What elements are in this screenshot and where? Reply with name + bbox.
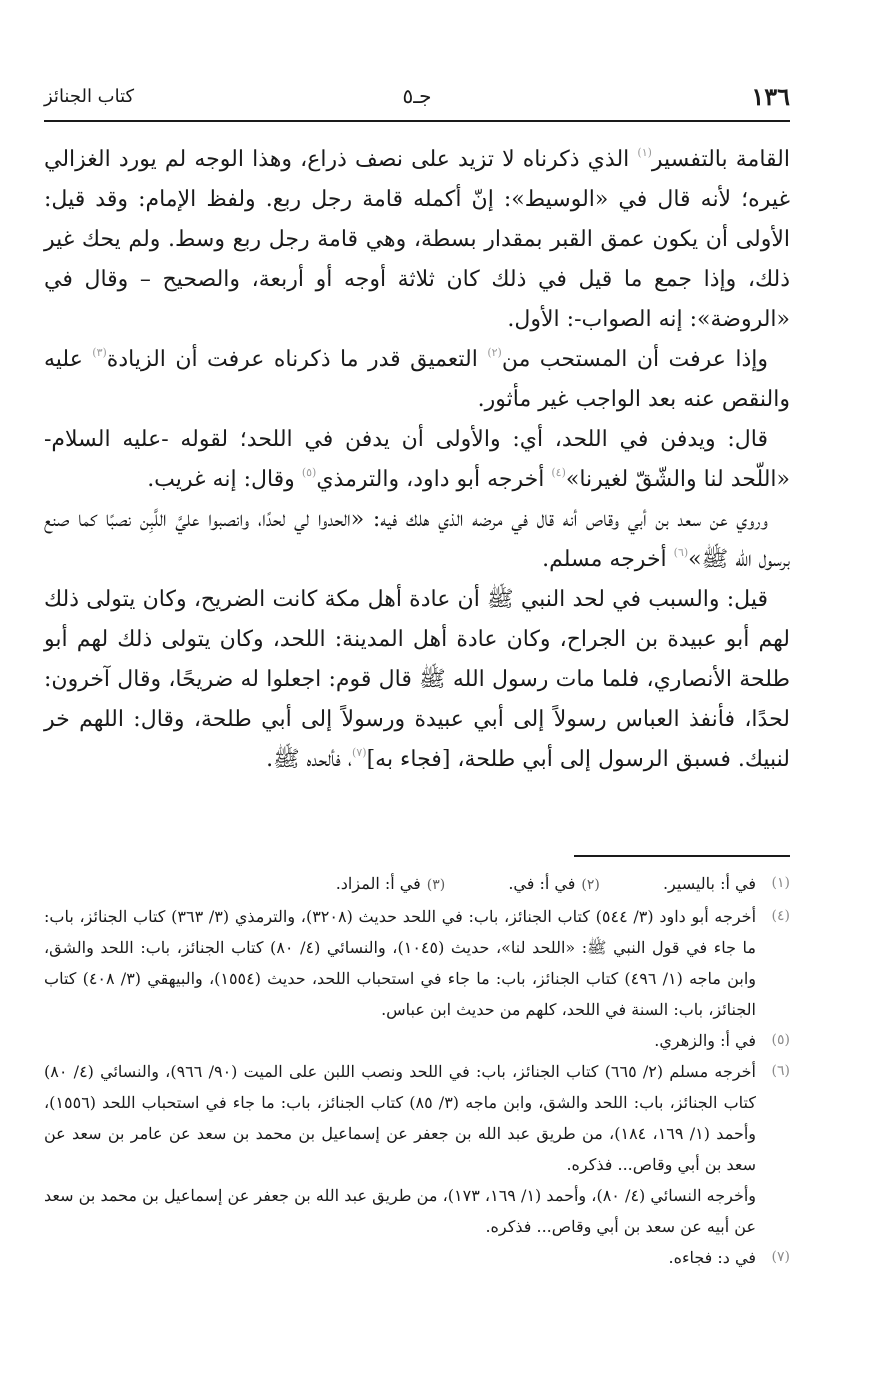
book-title: كتاب الجنائز — [44, 86, 135, 107]
footnote-text: وأخرجه النسائي (٤/ ٨٠)، وأحمد (١/ ١٦٩، ١٧٣)، من طريق عبد الله بن جعفر عن إسماعيل بن محمد بن سعد عن أبيه عن سعد بن أبي وقاص... فذكره. — [44, 1186, 757, 1236]
footnote-number: (٦) — [771, 1063, 790, 1079]
footnote-number: (٧) — [771, 1249, 790, 1265]
footnotes — [44, 868, 790, 1273]
footnote-ref-7[interactable]: (٧) — [352, 746, 367, 759]
footnote-text: أخرجه مسلم (٢/ ٦٦٥) كتاب الجنائز، باب: في اللحد ونصب اللبن على الميت (٩٠/ ٩٦٦)، والنسائي (٤/ ٨٠) كتاب الجنائز، باب: اللحد والشق، وابن ماجه (٣/ ٨٥) كتاب الجنائز، باب: ما جاء في استحباب اللحد (١٥٥٦)، وأحمد (١/ ١٦٩، ١٨٤)، من طريق عبد الله بن جعفر عن إسماعيل بن محمد بن سعد عن عامر بن سعد عن سعد بن أبي وقاص... فذكره. — [44, 1062, 757, 1174]
text-run: وروي عن سعد بن أبي وقاص أنه قال في مرضه الذي هلك فيه: «الحدوا لي لحدًا، وانصبوا عليَّ اللَّبِن نصبًا كما صنع برسول الله ﷺ» — [44, 507, 790, 572]
footnote-text: في د: فجاءه. — [668, 1248, 756, 1267]
footnote-number: (٤) — [771, 908, 790, 924]
volume-label: جـ٥ — [402, 84, 432, 108]
footnote-2 — [508, 868, 600, 901]
paragraph-4 — [44, 500, 790, 580]
text-run: أخرجه أبو داود، والترمذي — [316, 467, 552, 492]
running-header — [44, 82, 790, 118]
footnote-ref-1[interactable]: (١) — [637, 146, 652, 159]
footnote-1 — [663, 868, 756, 899]
text-run: أخرجه مسلم. — [542, 547, 674, 572]
footnote-ref-3[interactable]: (٣) — [92, 346, 107, 359]
footnote-number: (٢) — [581, 877, 600, 893]
footnote-number: (٥) — [771, 1032, 790, 1048]
text-run: قيل: والسبب في لحد النبي ﷺ أن عادة أهل مكة كانت الضريح، وكان يتولى ذلك لهم أبو عبيدة بن الجراح، وكان عادة أهل المدينة: اللحد، وكان يتولى ذلك لهم أبو طلحة الأنصاري، فلما مات رسول الله ﷺ قال قوم: اجعلوا له ضريحًا، وقال آخرون: لحدًا، فأنفذ العباس رسولاً إلى أبي عبيدة ورسولاً إلى أبي طلحة، وقال: اللهم خر لنبيك. فسبق الرسول إلى أبي طلحة، [فجاء به] — [44, 587, 790, 772]
paragraph-1 — [44, 140, 790, 340]
footnote-number: (١) — [771, 875, 790, 891]
paragraph-5 — [44, 580, 790, 780]
footnote-ref-2[interactable]: (٢) — [487, 346, 502, 359]
footnote-number: (٣) — [426, 877, 446, 893]
text-run: ، فألحده ﷺ. — [266, 747, 353, 772]
text-run: عليه والنقص عنه بعد الواجب غير مأثور. — [44, 347, 790, 412]
main-text — [44, 140, 790, 780]
text-run: القامة بالتفسير — [651, 147, 790, 172]
footnote-7 — [44, 1242, 790, 1273]
footnote-ref-4[interactable]: (٤) — [551, 466, 566, 479]
text-run: قال: ويدفن في اللحد، أي: والأولى أن يدفن في اللحد؛ لقوله -عليه السلام- «اللّحد لنا والشّقّ لغيرنا» — [44, 427, 790, 492]
text-run: الذي ذكرناه لا تزيد على نصف ذراع، وهذا الوجه لم يورد الغزالي غيره؛ لأنه قال في «الوسيط»: إنّ أكمله قامة رجل ربع. ولفظ الإمام: وقد قيل: الأولى أن يكون عمق القبر بمقدار بسطة، وهي قامة رجل ربع وسط. ولم يحك غير ذلك، وإذا جمع ما قيل في ذلك كان ثلاثة أوجه أو أربعة، والصحيح – وقال في «الروضة»: إنه الصواب-: الأول. — [44, 147, 790, 332]
footnote-text: في أ: باليسير. — [662, 874, 756, 893]
footnote-6 — [44, 1056, 790, 1242]
footnote-text: في أ: والزهري. — [654, 1031, 756, 1050]
paragraph-2 — [44, 340, 790, 420]
footnote-5 — [44, 1025, 790, 1056]
footnote-line-1-3 — [44, 868, 790, 901]
paragraph-3 — [44, 420, 790, 500]
text-run: وإذا عرفت أن المستحب من — [501, 347, 768, 372]
footnote-text: في أ: المزاد. — [335, 874, 421, 893]
header-divider — [44, 120, 790, 122]
footnote-divider — [574, 855, 790, 857]
footnote-text: أخرجه أبو داود (٣/ ٥٤٤) كتاب الجنائز، باب: في اللحد حديث (٣٢٠٨)، والترمذي (٣/ ٣٦٣) كتاب الجنائز، باب: ما جاء في قول النبي ﷺ: «اللحد لنا»، حديث (١٠٤٥)، والنسائي (٤/ ٨٠) كتاب الجنائز، باب: اللحد والشق، وابن ماجه (١/ ٤٩٦) كتاب الجنائز، باب: ما جاء في استحباب اللحد، حديث (١٥٥٤)، والبيهقي (٣/ ٤٠٨) كتاب الجنائز، باب: السنة في اللحد، كلهم من حديث ابن عباس. — [44, 907, 757, 1019]
page-number: ١٣٦ — [751, 82, 790, 111]
footnote-3 — [336, 868, 446, 901]
text-run: وقال: إنه غريب. — [147, 467, 302, 492]
text-run: التعميق قدر ما ذكرناه عرفت أن الزيادة — [106, 347, 488, 372]
footnote-ref-6[interactable]: (٦) — [673, 546, 689, 559]
footnote-text: في أ: في. — [508, 874, 576, 893]
footnote-4 — [44, 901, 790, 1025]
footnote-ref-5[interactable]: (٥) — [301, 466, 317, 479]
